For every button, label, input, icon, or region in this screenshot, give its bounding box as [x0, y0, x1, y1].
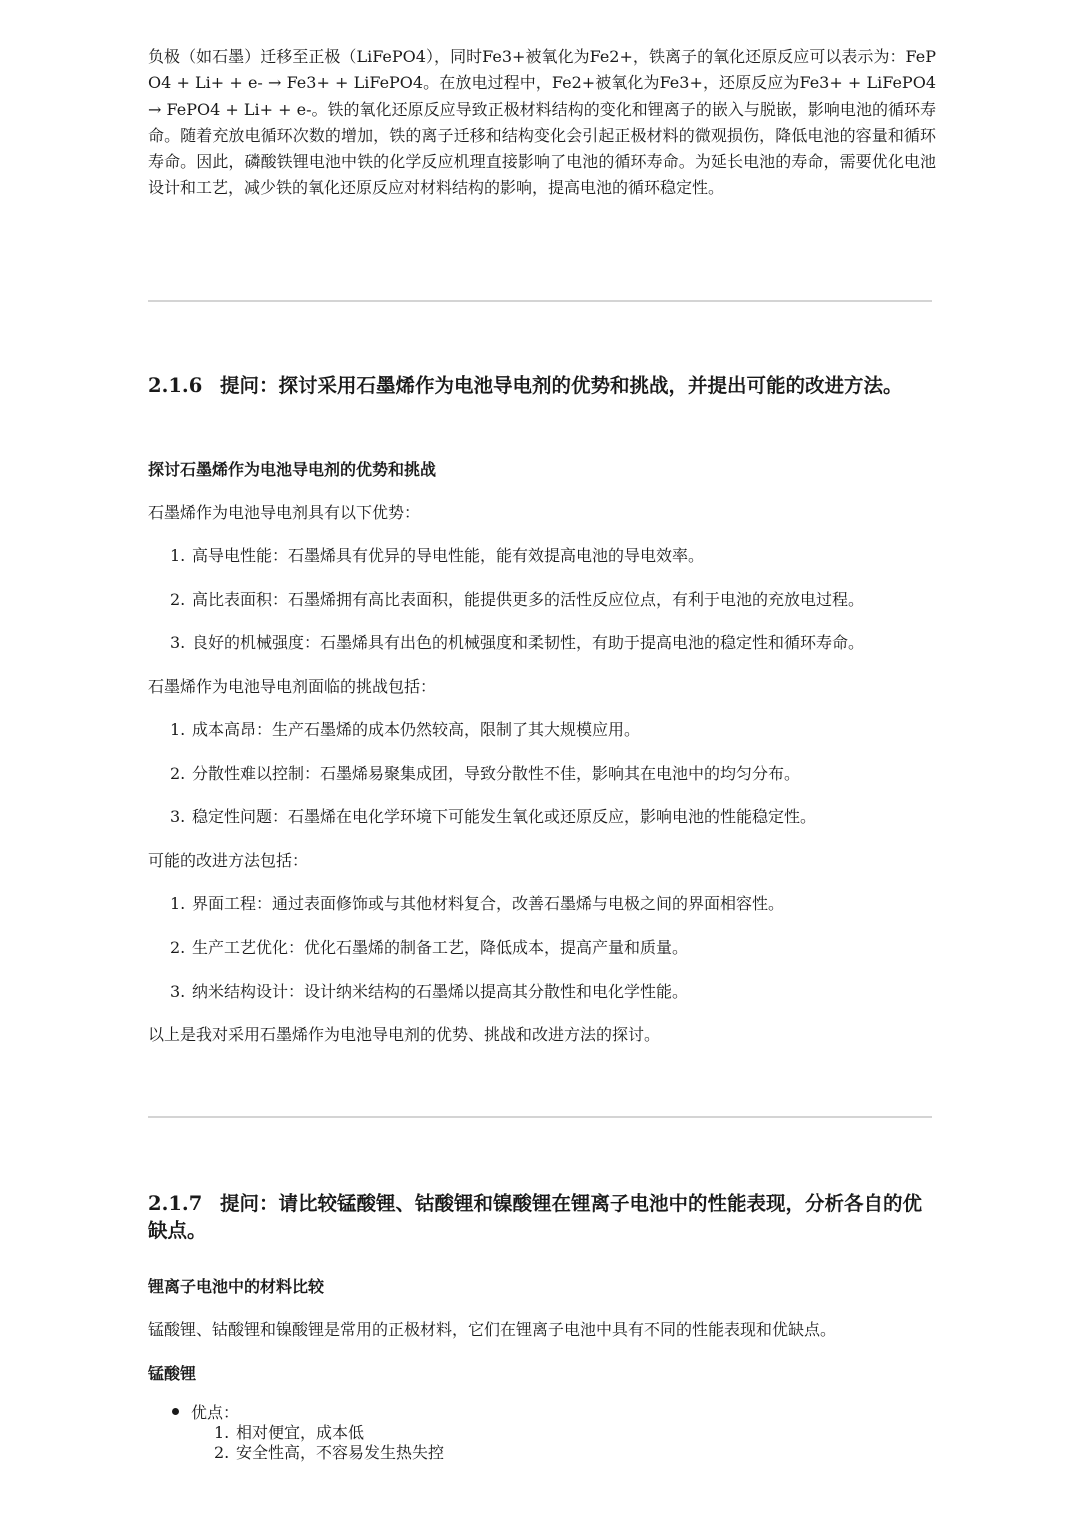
list-number: 3.	[170, 633, 186, 652]
list-text: 分散性难以控制：石墨烯易聚集成团，导致分散性不佳，影响其在电池中的均匀分布。	[192, 764, 801, 783]
list-item	[170, 633, 864, 653]
list-number: 2.	[170, 764, 186, 783]
list-item	[170, 982, 688, 1002]
list-text: 相对便宜，成本低	[236, 1423, 365, 1442]
list-text: 高比表面积：石墨烯拥有高比表面积，能提供更多的活性反应位点，有利于电池的充放电过程。	[192, 590, 865, 609]
list-text: 生产工艺优化：优化石墨烯的制备工艺，降低成本，提高产量和质量。	[192, 938, 689, 957]
list-number: 3.	[170, 982, 186, 1001]
section-divider	[148, 300, 932, 302]
section-2-1-7-title	[148, 1190, 936, 1244]
improvements-intro: 可能的改进方法包括：	[148, 851, 309, 870]
list-item	[170, 938, 688, 958]
list-item	[170, 720, 640, 740]
list-number: 1.	[170, 720, 186, 739]
bullet-text: 优点：	[191, 1403, 240, 1422]
material-heading: 锰酸锂	[148, 1364, 197, 1383]
list-item	[170, 764, 800, 784]
list-text: 纳米结构设计：设计纳米结构的石墨烯以提高其分散性和电化学性能。	[192, 982, 689, 1001]
list-text: 高导电性能：石墨烯具有优异的导电性能，能有效提高电池的导电效率。	[192, 546, 705, 565]
bullet-item	[172, 1403, 239, 1423]
list-number: 3.	[170, 807, 186, 826]
list-item	[214, 1443, 444, 1463]
section-title-text: 提问：探讨采用石墨烯作为电池导电剂的优势和挑战，并提出可能的改进方法。	[220, 374, 903, 397]
list-number: 2.	[170, 938, 186, 957]
list-text: 良好的机械强度：石墨烯具有出色的机械强度和柔韧性，有助于提高电池的稳定性和循环寿命。	[192, 633, 865, 652]
bullet-dot-icon	[172, 1408, 179, 1415]
challenges-intro: 石墨烯作为电池导电剂面临的挑战包括：	[148, 677, 437, 696]
list-number: 2.	[170, 590, 186, 609]
list-number: 1.	[170, 894, 186, 913]
list-item	[170, 894, 784, 914]
list-text: 稳定性问题：石墨烯在电化学环境下可能发生氧化或还原反应，影响电池的性能稳定性。	[192, 807, 817, 826]
section-divider	[148, 1116, 932, 1118]
list-number: 1.	[170, 546, 186, 565]
section-2-1-6-title	[148, 372, 936, 399]
section-number: 2.1.7	[148, 1192, 203, 1215]
list-item	[170, 590, 864, 610]
list-item	[214, 1423, 364, 1443]
section-subheading: 锂离子电池中的材料比较	[148, 1277, 325, 1296]
section-subheading: 探讨石墨烯作为电池导电剂的优势和挑战	[148, 460, 437, 479]
section-number: 2.1.6	[148, 374, 203, 397]
list-item	[170, 807, 816, 827]
section-title-text: 提问：请比较锰酸锂、钴酸锂和镍酸锂在锂离子电池中的性能表现，分析各自的优缺点。	[148, 1192, 923, 1242]
intro-paragraph: 负极（如石墨）迁移至正极（LiFePO4），同时Fe3+被氧化为Fe2+，铁离子的氧化还原反应可以表示为：FePO4 + Li+ + e- → Fe3+ + LiFePO4。在放电过程中，Fe2+被氧化为Fe3+，还原反应为Fe3+ + LiFePO4 → FePO4 + Li+ + e-。铁的氧化还原反应导致正极材料结构的变化和锂离子的嵌入与脱嵌，影响电池的循环寿命。随着充放电循环次数的增加，铁的离子迁移和结构变化会引起正极材料的微观损伤，降低电池的容量和循环寿命。因此，磷酸铁锂电池中铁的化学反应机理直接影响了电池的循环寿命。为延长电池的寿命，需要优化电池设计和工艺，减少铁的氧化还原反应对材料结构的影响，提高电池的循环稳定性。	[148, 47, 936, 198]
list-text: 安全性高，不容易发生热失控	[236, 1443, 445, 1462]
materials-intro: 锰酸锂、钴酸锂和镍酸锂是常用的正极材料，它们在锂离子电池中具有不同的性能表现和优缺点。	[148, 1320, 837, 1339]
list-text: 界面工程：通过表面修饰或与其他材料复合，改善石墨烯与电极之间的界面相容性。	[192, 894, 785, 913]
advantages-intro: 石墨烯作为电池导电剂具有以下优势：	[148, 503, 421, 522]
list-number: 2.	[214, 1443, 230, 1462]
list-item	[170, 546, 704, 566]
conclusion-paragraph: 以上是我对采用石墨烯作为电池导电剂的优势、挑战和改进方法的探讨。	[148, 1025, 661, 1044]
list-text: 成本高昂：生产石墨烯的成本仍然较高，限制了其大规模应用。	[192, 720, 641, 739]
list-number: 1.	[214, 1423, 230, 1442]
